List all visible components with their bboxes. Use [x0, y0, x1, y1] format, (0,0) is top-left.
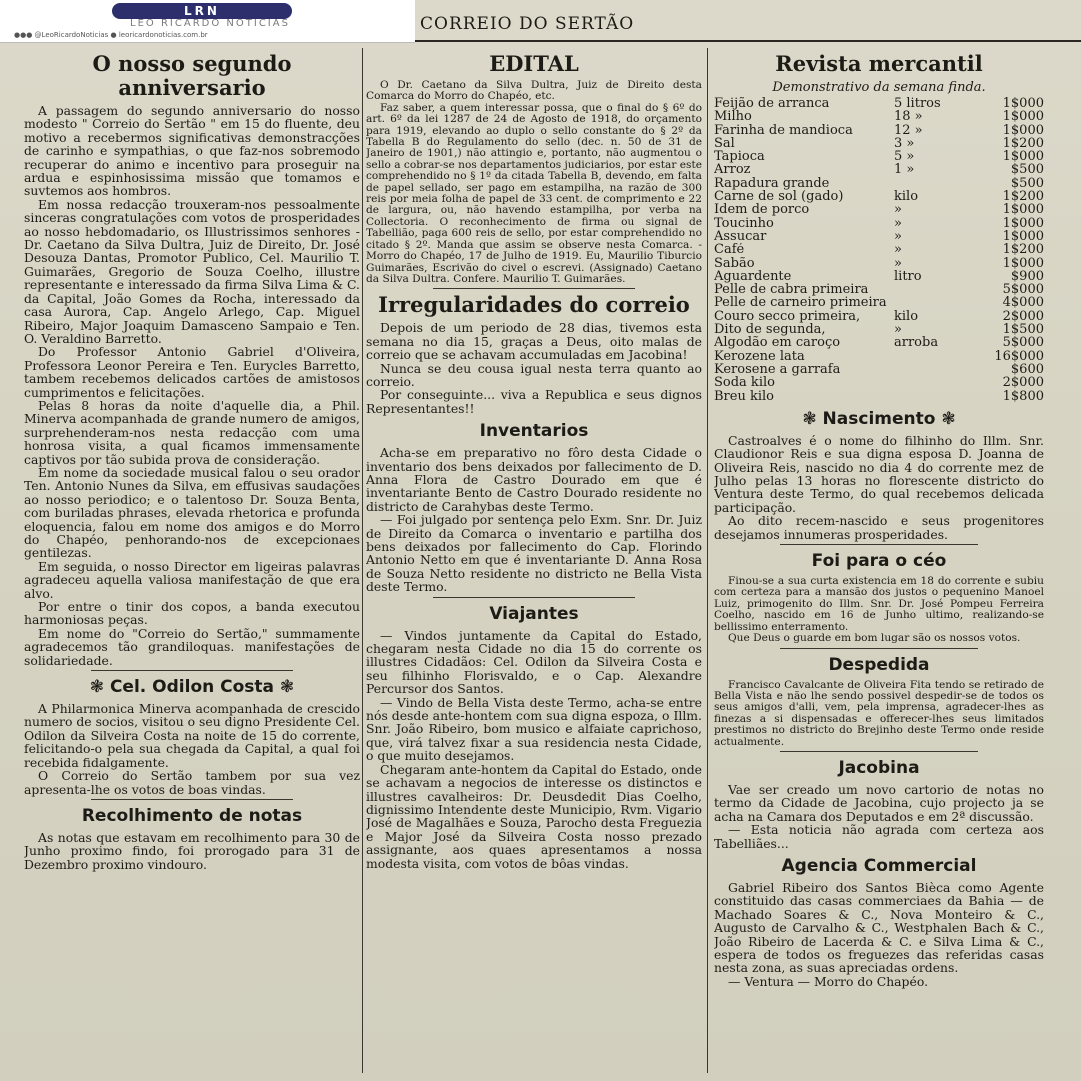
- market-item-unit: 5 »: [894, 149, 915, 165]
- article-paragraph: — Ventura — Morro do Chapéo.: [728, 973, 929, 989]
- market-item-unit: 12 »: [894, 122, 923, 138]
- market-item-unit: »: [894, 228, 902, 244]
- column-middle: [366, 48, 702, 1078]
- market-row: [714, 110, 1044, 123]
- article-paragraph: Vae ser creado um novo cartorio de notas no termo da Cidade de Jacobina, cujo projecto ja se acha na Camara dos Deputados e em 2ª discussão.: [714, 781, 1044, 824]
- market-row: [714, 97, 1044, 110]
- market-item-price: 1$200: [1002, 242, 1044, 258]
- market-item-price: 1$000: [1002, 96, 1044, 111]
- watermark-name: LEO RICARDO NOTICIAS: [130, 18, 290, 29]
- market-item-name: Breu kilo: [714, 389, 774, 403]
- market-item-name: Farinha de mandioca: [714, 123, 853, 137]
- article-paragraph: Em nossa redacção trouxeram-nos pessoalmente sinceras congratulações com votos de prosperidades ao nosso hebdomadario, os Illustrissimos senhores - Dr. Caetano da Silva Dultra, Juiz de Direito, Dr. José Desouza Dantas, Promotor Publico, Cel. Maurilio T. Guimarães, Gregorio de Souza Coelho, illustre representante e interessado da firma Silva Lima & C. da Capital, João Gomes da Rocha, interessado da casa Aurora, Cap. Angelo Arlego, Cap. Miguel Ribeiro, Major Joaquim Damasceno Sampaio e Ten. O. Veraldino Barretto.: [24, 196, 360, 346]
- market-row: [714, 310, 1044, 323]
- market-item-price: 5$000: [1002, 335, 1044, 351]
- market-row: [714, 336, 1044, 349]
- market-item-name: Algodão em caroço: [714, 336, 841, 350]
- article-paragraph: — Vindo de Bella Vista deste Termo, acha-se entre nós desde ante-hontem com sua digna espoza, o Illm. Snr. João Ribeiro, bom musico e alfaiate caprichoso, que, virá talvez fixar a sua residencia nesta Cidade, o que muito desejamos.: [366, 694, 702, 764]
- market-item-name: Kerosene a garrafa: [714, 362, 841, 377]
- market-row: [714, 376, 1044, 389]
- market-item-name: Couro secco primeira,: [714, 309, 861, 324]
- market-item-price: 1$200: [1002, 135, 1044, 151]
- market-item-name: Carne de sol (gado): [714, 190, 844, 204]
- article-paragraph: Chegaram ante-hontem da Capital do Estado, onde se achavam a negocios de interesse os distinctos e illustres cavalheiros: Dr. Deusdedit Dias Coelho, dignissimo Intendente deste Municipio, Rvm. Vigario José de Magalhães e Souza, Parocho desta Freguezia e Major José da Silveira Costa nosso prezado assignante, aos quaes apresentamos a nossa modesta visita, com votos de bôas vindas.: [366, 761, 702, 871]
- market-item-name: Milho: [714, 110, 752, 124]
- market-item-name: Café: [714, 243, 745, 257]
- market-item-unit: »: [894, 202, 902, 218]
- market-row: [714, 137, 1044, 150]
- article-heading: Jacobina: [838, 757, 920, 778]
- watermark-social: ●●● @LeoRicardoNoticias ● leoricardonoticias.com.br: [14, 31, 208, 39]
- market-item-unit: »: [894, 255, 902, 271]
- article-heading: Agencia Commercial: [781, 855, 977, 876]
- market-row: [714, 203, 1044, 216]
- article-heading: ❃ Cel. Odilon Costa ❃: [89, 677, 295, 698]
- market-item-name: Toucinho: [714, 216, 774, 230]
- market-row: [714, 323, 1044, 336]
- article-paragraph: Nunca se deu cousa igual nesta terra quanto ao correio.: [366, 360, 702, 389]
- market-item-price: $500: [1010, 162, 1044, 178]
- market-item-price: 1$500: [1002, 322, 1044, 338]
- section-divider: [780, 544, 978, 545]
- revista-mercantil-title: Revista mercantil: [775, 51, 983, 76]
- column-rule-right: [707, 48, 708, 1073]
- article-paragraph: Que Deus o guarde em bom lugar são os nossos votos.: [728, 632, 1021, 645]
- article-paragraph: Faz saber, a quem interessar possa, que o final do § 6º do art. 6º da lei 1287 de 24 de Agosto de 1918, do orçamento para 1919, elevando ao duplo o sello constante do § 2º da Tabella B do Regulamento do sello (dec. n. 50 de 31 de Janeiro de 1901,) não attingio e, portanto, não augmentou o sello a cobrar-se nos departamentos judiciarios, por estar este comprehendido no § 1º da citada Tabella B, devendo, em falta de papel sellado, ser pago em estampilha, na razão de 300 reis por meia folha de papel de 33 cent. de comprimento e 22 de largura, ou, não havendo estampilha, por verba na Collectoria. O reconhecimento de firma ou signal de Tabellião, paga 600 reis de sello, por estar comprehendido no citado § 2º. Manda que assim se observe nesta Comarca. - Morro do Chapéo, 17 de Julho de 1919. Eu, Maurilio Tiburcio Guimarães, Escrivão do civel o escrevi. (Assignado) Caetano da Silva Dultra. Confere. Maurilio T. Guimarães.: [366, 101, 702, 285]
- article-paragraph: Ao dito recem-nascido e seus progenitores desejamos innumeras prosperidades.: [714, 513, 1044, 542]
- market-item-name: Dito de segunda,: [714, 323, 826, 337]
- article-paragraph: Finou-se a sua curta existencia em 18 do corrente e subiu com certeza para a mansão dos justos o pequenino Manoel Luiz, primogenito do Illm. Snr. Dr. José Pompeu Ferreira Coelho, nascido em 16 de Junho ultimo, realizando-se bellissimo enterramento.: [714, 575, 1044, 633]
- column-left: [24, 48, 360, 1078]
- article-paragraph: Por entre o tinir dos copos, a banda executou harmoniosas peças.: [24, 599, 360, 628]
- market-item-price: 1$000: [1002, 149, 1044, 165]
- market-item-unit: kilo: [894, 308, 919, 324]
- article-paragraph: — Foi julgado por sentença pelo Exm. Snr. Dr. Juiz de Direito da Comarca o inventario e partilha dos bens deixados por fallecimento do Cap. Florindo Antonio Netto em que é inventariante D. Anna Rosa de Souza Netto residente no districto ne Bella Vista deste Termo.: [366, 512, 702, 595]
- market-item-name: Tapioca: [714, 150, 765, 164]
- market-row: [714, 270, 1044, 283]
- article-heading: Viajantes: [489, 603, 579, 624]
- market-row: [714, 243, 1044, 256]
- market-item-unit: »: [894, 242, 902, 258]
- market-item-unit: [894, 376, 982, 389]
- market-item-price: 1$000: [1002, 109, 1044, 125]
- market-item-price: $600: [1010, 361, 1044, 377]
- market-row: [714, 296, 1044, 309]
- article-paragraph: Por conseguinte... viva a Republica e seus dignos Representantes!!: [366, 387, 702, 416]
- market-item-price: 1$000: [1002, 122, 1044, 138]
- article-paragraph: O Correio do Sertão tambem por sua vez apresenta-lhe os votos de boas vindas.: [24, 768, 360, 797]
- article-paragraph: Castroalves é o nome do filhinho do Illm. Snr. Claudionor Reis e sua digna esposa D. Joanna de Oliveira Reis, nascido no dia 4 do corrente mez de Julho pelas 13 horas no florescente districto do Ventura deste Termo, do qual recebemos delicada participação.: [714, 432, 1044, 515]
- market-item-price: 1$000: [1002, 228, 1044, 244]
- market-item-unit: kilo: [894, 189, 919, 205]
- market-item-name: Arroz: [714, 163, 751, 177]
- watermark-logo: LRN: [112, 3, 292, 19]
- market-item-name: Kerozene lata: [714, 349, 805, 363]
- market-row: [714, 230, 1044, 243]
- market-row: [714, 190, 1044, 203]
- article-paragraph: Do Professor Antonio Gabriel d'Oliveira, Professora Leonor Pereira e Ten. Eurycles Barretto, tambem recebemos delicados cartões de amistosos cumprimentos e felicitações.: [24, 344, 360, 400]
- article-paragraph: Francisco Cavalcante de Oliveira Fita tendo se retirado de Bella Vista e não lhe sendo possivel despedir-se de todos os seus amigos d'alli, vem, pela imprensa, agradecer-lhes as finezas a si dispensadas e offerecer-lhes seus limitados prestimos no districto do Brejinho deste Termo onde reside actualmente.: [714, 678, 1044, 748]
- market-item-unit: 5 litros: [894, 96, 941, 111]
- market-item-price: 1$000: [1002, 202, 1044, 218]
- article-heading: Despedida: [828, 654, 930, 675]
- market-item-name: Pelle de cabra primeira: [714, 283, 869, 297]
- market-item-unit: 1 »: [894, 162, 915, 178]
- article-paragraph: — Vindos juntamente da Capital do Estado, chegaram nesta Cidade no dia 15 do corrente os illustres Cidadãos: Cel. Odilon da Silveira Costa e seu filhinho Florisvaldo, e o Cap. Alexandre Percursor dos Santos.: [366, 627, 702, 697]
- market-price-list: [714, 97, 1044, 403]
- section-divider: [433, 597, 635, 598]
- market-item-price: 4$000: [1002, 295, 1044, 311]
- article-paragraph: O Dr. Caetano da Silva Dultra, Juiz de Direito desta Comarca do Morro do Chapéo, etc.: [366, 79, 702, 103]
- market-item-name: Sal: [714, 136, 735, 151]
- market-item-price: 16$000: [994, 348, 1044, 364]
- market-item-price: 1$800: [1002, 388, 1044, 404]
- market-item-unit: arroba: [894, 335, 939, 351]
- market-item-unit: [894, 350, 982, 363]
- market-item-name: Sabão: [714, 256, 755, 270]
- newspaper-title: CORREIO DO SERTÃO: [420, 14, 635, 34]
- section-divider: [433, 288, 635, 289]
- market-item-price: $500: [1010, 175, 1044, 191]
- market-item-unit: [894, 363, 982, 376]
- section-divider: [780, 648, 978, 649]
- market-row: [714, 390, 1044, 403]
- article-heading: Inventarios: [479, 421, 589, 442]
- article-paragraph: A passagem do segundo anniversario do nosso modesto " Correio do Sertão " em 15 do fluente, deu motivo a recebermos significativas demonstracções de carinho e sympathias, o que faz-nos sobremodo recuperar do animo e incentivo para proseguir na ardua e espinhosissima missão que tomamos e suvtemos aos hombros.: [24, 103, 360, 199]
- market-item-unit: »: [894, 322, 902, 338]
- article-paragraph: Em nome da sociedade musical falou o seu orador Ten. Antonio Nunes da Silva, em effusivas saudações ao nosso periodico; e o talentoso Dr. Souza Benta, com buriladas phrases, elevada rhetorica e profunda eloquencia, falou em nome dos amigos e do Morro do Chapéo, penhorando-nos de excepcionaes gentilezas.: [24, 464, 360, 561]
- market-item-name: Feijão de arranca: [714, 97, 830, 111]
- market-item-price: 1$200: [1002, 189, 1044, 205]
- market-item-price: 2$000: [1002, 308, 1044, 324]
- market-row: [714, 177, 1044, 190]
- market-item-unit: 3 »: [894, 135, 915, 151]
- market-item-price: 5$000: [1002, 282, 1044, 298]
- market-row: [714, 350, 1044, 363]
- article-paragraph: Acha-se em preparativo no fôro desta Cidade o inventario dos bens deixados por fallecimento de D. Anna Flora de Castro Dourado em que é inventariante Bento de Castro Dourado residente no districto de Carahybas deste Termo.: [366, 445, 702, 514]
- market-item-unit: litro: [894, 268, 922, 284]
- watermark-banner: [0, 0, 415, 43]
- article-heading: Foi para o céo: [811, 551, 947, 572]
- section-divider: [91, 799, 293, 800]
- market-row: [714, 217, 1044, 230]
- article-paragraph: A Philarmonica Minerva acompanhada de crescido numero de socios, visitou o seu digno Presidente Cel. Odilon da Silveira Costa na noite de 15 do corrente, felicitando-o pela sua chegada da Capital, a qual foi recebida fidalgamente.: [24, 701, 360, 770]
- market-item-unit: 18 »: [894, 109, 923, 125]
- market-item-price: $900: [1010, 268, 1044, 284]
- article-paragraph: Gabriel Ribeiro dos Santos Bièca como Agente constituido das casas commerciaes da Bahia — de Machado Soares & C., Nova Monteiro & C., Augusto de Carvalho & C., Westphalen Bach & C., João Ribeiro de Lacerda & C. e Silva Lima & C., espera de todos os freguezes das referidas casas nesta zona, as suas apreciadas ordens.: [714, 879, 1044, 976]
- market-item-unit: [894, 390, 982, 403]
- market-item-price: 1$000: [1002, 255, 1044, 271]
- article-paragraph: Depois de um periodo de 28 dias, tivemos esta semana no dia 15, graças a Deus, oito malas de correio que se achavam accumuladas em Jacobina!: [366, 320, 702, 363]
- market-item-name: Aguardente: [714, 269, 792, 284]
- market-row: [714, 283, 1044, 296]
- market-item-name: Idem de porco: [714, 203, 810, 217]
- market-item-name: Soda kilo: [714, 376, 775, 390]
- article-paragraph: — Esta noticia não agrada com certeza aos Tabelliães...: [714, 822, 1044, 851]
- market-row: [714, 257, 1044, 270]
- article-heading: Irregularidades do correio: [378, 292, 690, 318]
- market-item-unit: [894, 283, 982, 296]
- market-item-unit: [894, 296, 982, 309]
- market-item-unit: [894, 177, 982, 190]
- revista-mercantil-subtitle: Demonstrativo da semana finda.: [772, 80, 986, 95]
- column-right: [714, 48, 1044, 1078]
- article-heading: Recolhimento de notas: [81, 805, 303, 826]
- market-item-name: Assucar: [714, 229, 767, 244]
- market-item-price: 2$000: [1002, 375, 1044, 391]
- article-heading: EDITAL: [489, 51, 579, 76]
- market-item-name: Rapadura grande: [714, 176, 830, 191]
- market-item-price: 1$000: [1002, 215, 1044, 231]
- section-divider: [91, 670, 293, 671]
- market-row: [714, 150, 1044, 163]
- column-rule-left: [362, 48, 363, 1073]
- market-item-unit: »: [894, 215, 902, 231]
- article-paragraph: Em seguida, o nosso Director em ligeiras palavras agradeceu aquella valiosa manifestação de que era alvo.: [24, 558, 360, 601]
- market-row: [714, 163, 1044, 176]
- article-paragraph: As notas que estavam em recolhimento para 30 de Junho proximo findo, foi prorogado para 31 de Dezembro proximo vindouro.: [24, 829, 360, 872]
- article-heading: ❃ Nascimento ❃: [802, 408, 956, 429]
- article-paragraph: Pelas 8 horas da noite d'aquelle dia, a Phil. Minerva acompanhada de grande numero de amigos, surprehenderam-nos nesta redacção com uma honrosa visita, a qual ficamos immensamente captivos por tão subida prova de consideração.: [24, 397, 360, 467]
- market-row: [714, 363, 1044, 376]
- column-right-articles: [714, 409, 1044, 988]
- market-row: [714, 124, 1044, 137]
- article-paragraph: Em nome do "Correio do Sertão," summamente agradecemos tão grandiloquas. manifestações de solidariedade.: [24, 625, 360, 668]
- section-divider: [780, 751, 978, 752]
- article-heading: O nosso segundo anniversario: [92, 51, 292, 100]
- market-item-name: Pelle de carneiro primeira: [714, 296, 887, 310]
